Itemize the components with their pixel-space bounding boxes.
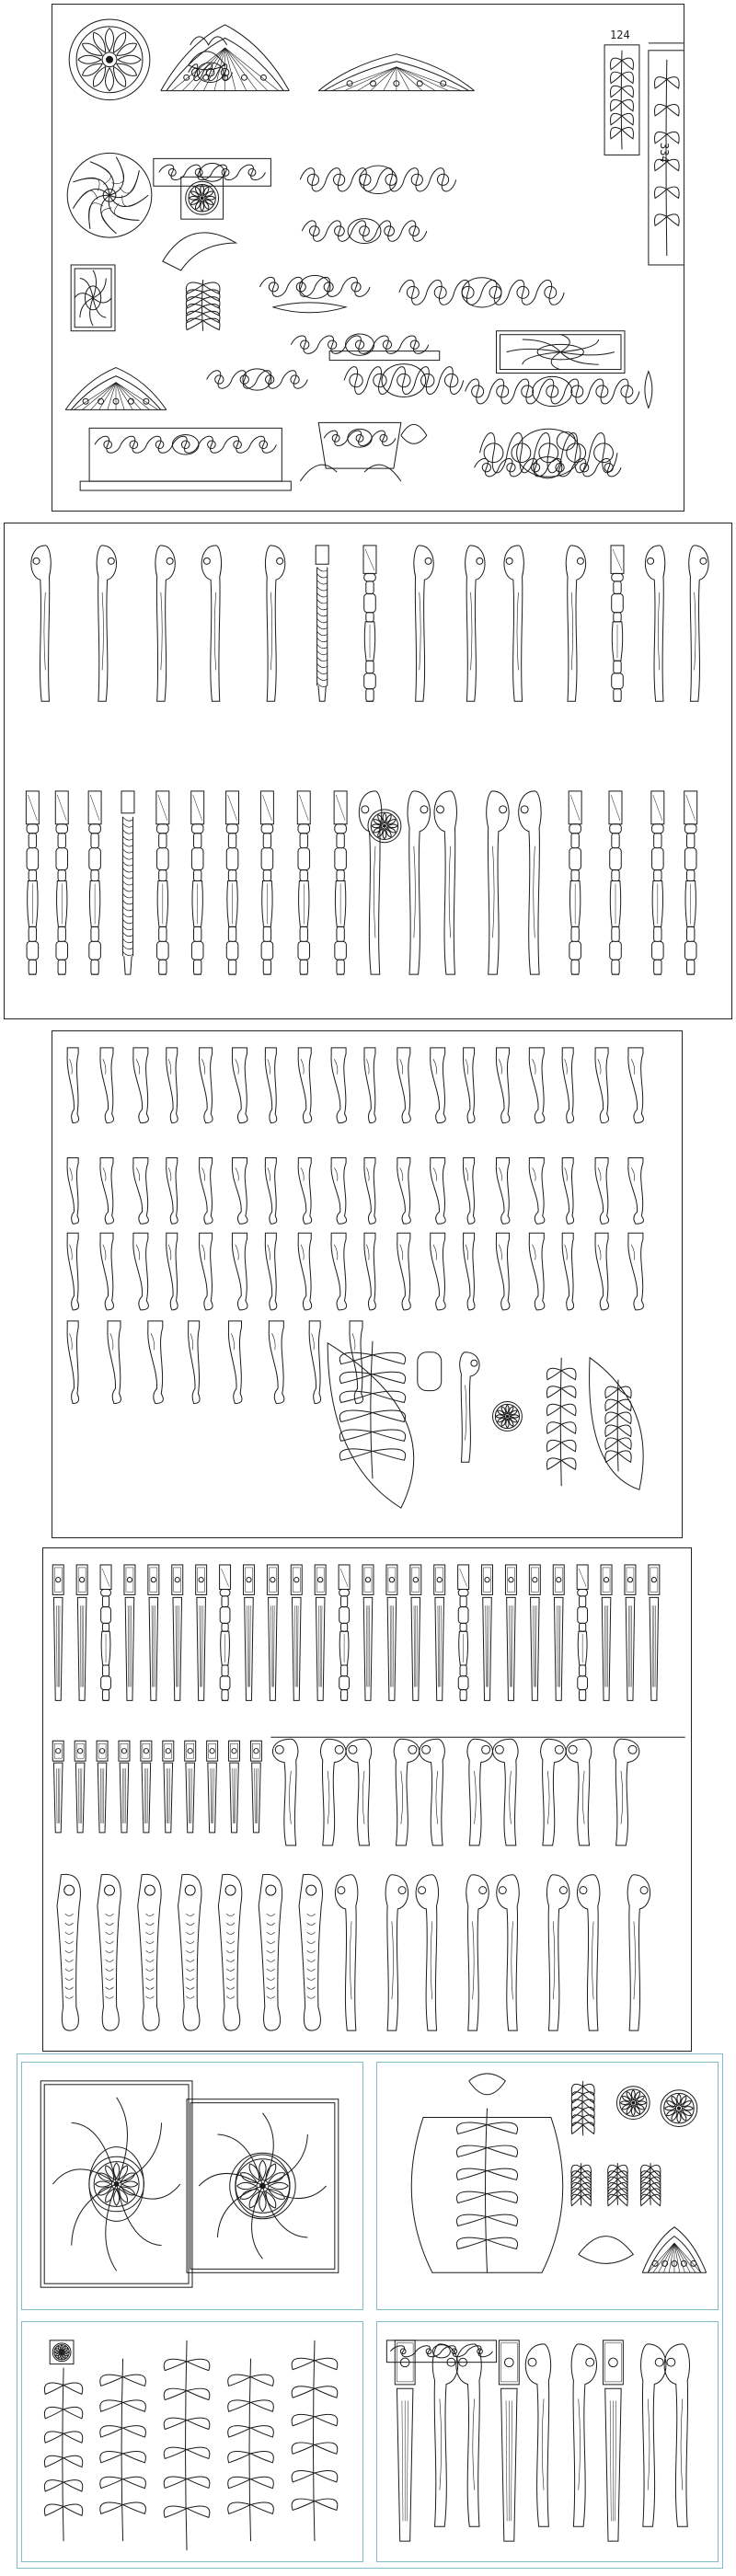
scroll-leg-top-4: [265, 546, 284, 701]
cabriole-leg-r2-10: [397, 1233, 411, 1310]
cabriole-leg-r3-6: [309, 1321, 320, 1404]
long-carved-panel: [496, 331, 624, 374]
cabriole-leg-r2-14: [529, 1233, 545, 1310]
cabriole-leg-r1-6: [265, 1158, 276, 1225]
scroll-leg-mid-0: [272, 1739, 297, 1846]
column-leg-top-16: [434, 1565, 445, 1700]
column-leg-top-4: [148, 1565, 159, 1700]
scroll-leg-top-8: [466, 546, 485, 701]
short-leg-6: [185, 1741, 196, 1833]
cabriole-leg-r3-5: [269, 1321, 284, 1404]
cabriole-leg-r0-4: [200, 1048, 213, 1123]
short-leg-0: [52, 1741, 63, 1833]
cabriole-leg-r0-17: [628, 1048, 644, 1123]
column-leg-top-10: [291, 1565, 302, 1700]
turned-legs-drawing: [5, 523, 731, 1018]
short-leg-9: [250, 1741, 261, 1833]
turned-leg-top-11: [611, 546, 624, 701]
turned-leg-bottom-9: [334, 791, 347, 974]
cabriole-leg-r1-16: [595, 1158, 609, 1225]
panel-corbel-carvings: [376, 2321, 719, 2562]
carved-legs-drawing: [43, 1548, 691, 2051]
rosette-ornament: [69, 19, 150, 100]
turned-leg-bottom-5: [191, 791, 204, 974]
column-leg-top-21: [553, 1565, 564, 1700]
turned-legs-sheet: [4, 523, 732, 1019]
leaf-spray-c: [228, 2359, 274, 2541]
cabriole-leg-r1-1: [100, 1158, 114, 1225]
scroll-leg-top-13: [689, 546, 708, 701]
short-leg-4: [141, 1741, 152, 1833]
short-leg-5: [163, 1741, 174, 1833]
carved-scroll-leg-9: [416, 1875, 438, 2030]
cabriole-leg-r1-12: [464, 1158, 475, 1225]
crest-ornament-right: [318, 54, 474, 91]
cabriole-leg-r0-2: [133, 1048, 149, 1123]
scroll-leg-top-9: [504, 546, 523, 701]
turned-leg-bottom-15: [569, 791, 581, 974]
cabriole-leg-r3-3: [189, 1321, 200, 1404]
short-leg-7: [207, 1741, 218, 1833]
scroll-leg-mid-4: [420, 1739, 444, 1846]
column-leg-top-19: [505, 1565, 516, 1700]
cabriole-leg-r0-5: [232, 1048, 247, 1123]
corbel-scroll-5: [571, 2344, 596, 2526]
scroll-carvings-drawing: [377, 2063, 718, 2309]
cabriole-leg-r1-15: [562, 1158, 573, 1225]
leaf-carvings-drawing: [22, 2322, 362, 2561]
cabriole-leg-r2-4: [200, 1233, 213, 1310]
corbel-column-0: [395, 2340, 415, 2541]
cabriole-leg-r0-6: [265, 1048, 276, 1123]
cabriole-leg-r2-6: [265, 1233, 276, 1310]
ornaments-drawing: [52, 5, 684, 511]
column-leg-top-2: [100, 1565, 111, 1700]
carved-scroll-leg-11: [497, 1875, 519, 2030]
animal-leg-4: [218, 1874, 241, 2030]
cabriole-leg-r1-9: [364, 1158, 375, 1225]
cabriole-leg-r0-7: [298, 1048, 312, 1123]
column-leg-top-22: [577, 1565, 588, 1700]
cabriole-leg-r2-2: [133, 1233, 149, 1310]
cabriole-leg-r0-10: [397, 1048, 411, 1123]
carved-scroll-leg-12: [546, 1875, 569, 2030]
cabriole-leg-r1-10: [397, 1158, 411, 1225]
column-leg-top-11: [315, 1565, 326, 1700]
cabriole-leg-r0-13: [496, 1048, 510, 1123]
column-leg-top-24: [625, 1565, 636, 1700]
column-leg-top-18: [482, 1565, 493, 1700]
column-leg-top-15: [410, 1565, 421, 1700]
scroll-leg-bottom-13: [487, 791, 509, 974]
corbel-scroll-7: [641, 2344, 666, 2526]
cabriole-leg-r0-11: [431, 1048, 446, 1123]
turned-leg-bottom-0: [26, 791, 39, 974]
leaf-spray-a: [100, 2359, 146, 2541]
animal-leg-2: [138, 1874, 161, 2030]
urn-crest: [469, 2074, 506, 2095]
scroll-leg-bottom-14: [519, 791, 541, 974]
carved-square-rosette: [230, 2153, 295, 2218]
cabriole-leg-r2-9: [364, 1233, 375, 1310]
lotus-ornament: [401, 424, 427, 443]
leaf-spray-ornament: [186, 280, 220, 331]
acanthus-leg: [546, 1358, 576, 1486]
animal-leg-6: [299, 1874, 322, 2030]
column-leg-top-7: [220, 1565, 231, 1700]
cabriole-legs-sheet: [52, 1030, 683, 1538]
round-rosette: [661, 2090, 697, 2127]
scroll-leg-top-2: [155, 546, 175, 701]
carved-scroll-leg-13: [577, 1875, 599, 2030]
short-leg-8: [229, 1741, 240, 1833]
urn-finial: [418, 1352, 442, 1391]
corbel-cornice-frieze: [390, 2345, 492, 2358]
column-leg-top-9: [267, 1565, 278, 1700]
corbel-scroll-2: [456, 2344, 481, 2526]
scroll-leg-top-0: [31, 546, 51, 701]
vine-ornament: [272, 303, 346, 313]
scroll-leg-top-10: [566, 546, 585, 701]
carved-legs-sheet: [42, 1547, 692, 2052]
turned-leg-top-6: [363, 546, 376, 701]
scroll-bracket-rosette: [368, 810, 401, 843]
panel-leaf-carvings: [21, 2321, 363, 2562]
dimension-side-height: 334: [658, 143, 671, 163]
corbel-scroll-8: [664, 2344, 689, 2526]
panel-rectangular-carvings: [21, 2062, 363, 2310]
short-leg-3: [119, 1741, 130, 1833]
right-scroll-band: [399, 278, 564, 307]
dragon-head: [616, 2087, 650, 2120]
cabriole-leg-r1-0: [67, 1158, 78, 1225]
cabriole-leg-r3-4: [228, 1321, 242, 1404]
cabriole-leg-r2-0: [67, 1233, 78, 1310]
scroll-leg-mid-8: [566, 1739, 591, 1846]
rectangular-carvings-drawing: [22, 2063, 362, 2309]
short-leg-2: [97, 1741, 108, 1833]
scroll-leg-mid-3: [394, 1739, 419, 1846]
animal-leg-3: [178, 1874, 201, 2030]
leaf-spray-b: [164, 2340, 210, 2550]
cabriole-leg-r1-13: [496, 1158, 510, 1225]
spiral-leg-bottom-3: [121, 791, 134, 974]
fan-palmette: [642, 2227, 706, 2273]
cabriole-leg-r2-15: [562, 1233, 573, 1310]
cabriole-leg-r2-1: [100, 1233, 114, 1310]
column-leg-top-0: [52, 1565, 63, 1700]
cabriole-leg-r2-12: [464, 1233, 475, 1310]
turned-leg-bottom-7: [260, 791, 273, 974]
scroll-leg-bottom-11: [408, 791, 430, 974]
scroll-leg-mid-9: [614, 1739, 638, 1846]
cabriole-leg-r0-9: [364, 1048, 375, 1123]
column-leg-top-23: [601, 1565, 612, 1700]
console-base-frieze: [95, 435, 276, 455]
cabriole-leg-r0-8: [331, 1048, 347, 1123]
column-leg-top-8: [243, 1565, 254, 1700]
acanthus-leaf-b: [571, 2163, 592, 2205]
small-scroll-ornament: [189, 63, 233, 83]
stand-frieze: [324, 429, 396, 447]
stand-claws: [300, 465, 401, 481]
corbel-carvings-drawing: [377, 2322, 718, 2561]
scroll-frieze-right: [466, 376, 639, 406]
urn-bracket-leaves: [456, 2109, 517, 2273]
frieze-band-b: [344, 364, 464, 397]
shell-leg-outline: [590, 1358, 644, 1489]
swirl-disc-ornament: [67, 153, 152, 237]
cabriole-leg-r2-5: [232, 1233, 247, 1310]
scroll-leg-top-1: [97, 546, 116, 701]
cabriole-leg-r1-17: [628, 1158, 644, 1225]
column-leg-top-13: [362, 1565, 374, 1700]
scroll-leg-mid-2: [346, 1739, 371, 1846]
cabriole-leg-r0-12: [464, 1048, 475, 1123]
column-leg-top-12: [339, 1565, 350, 1700]
carved-panels-sheet: [17, 2053, 723, 2569]
cabriole-leg-r2-7: [298, 1233, 312, 1310]
cabriole-leg-r0-15: [562, 1048, 573, 1123]
turned-leg-bottom-6: [226, 791, 239, 974]
cabriole-leg-r0-1: [100, 1048, 114, 1123]
cabriole-leg-r1-11: [431, 1158, 446, 1225]
urn-bracket: [411, 2118, 562, 2273]
griffin-carving: [339, 1341, 405, 1478]
animal-leg-0: [57, 1874, 80, 2030]
cabriole-leg-r3-0: [67, 1321, 78, 1404]
cabriole-leg-r1-5: [232, 1158, 247, 1225]
cabriole-leg-r1-14: [529, 1158, 545, 1225]
column-leg-top-1: [76, 1565, 87, 1700]
pendant-ornament: [645, 372, 652, 408]
column-leg-top-5: [172, 1565, 183, 1700]
mid-scroll-band: [302, 219, 427, 244]
console-base-plinth: [80, 481, 291, 490]
cabriole-leg-r2-11: [431, 1233, 446, 1310]
column-panel-small-leaves: [611, 51, 634, 150]
column-leg-top-14: [386, 1565, 397, 1700]
turned-leg-bottom-16: [609, 791, 622, 974]
cabriole-leg-r0-14: [529, 1048, 545, 1123]
feather-leaf: [163, 233, 236, 270]
cabriole-leg-r2-17: [628, 1233, 644, 1310]
turned-leg-bottom-18: [684, 791, 697, 974]
cabriole-leg-r0-0: [67, 1048, 78, 1123]
corbel-column-6: [604, 2340, 624, 2541]
acanthus-leaf-d: [640, 2163, 661, 2205]
animal-leg-1: [98, 1874, 121, 2030]
acanthus-leaf-a: [571, 2081, 594, 2136]
turned-leg-bottom-8: [297, 791, 310, 974]
corbel-scroll-4: [525, 2344, 550, 2526]
cabriole-leg-r2-3: [167, 1233, 178, 1310]
frieze-band-a: [291, 334, 428, 355]
cabriole-leg-r2-13: [496, 1233, 510, 1310]
crest-leaf: [190, 37, 227, 45]
scroll-leg-top-3: [201, 546, 221, 701]
cartouche-ornament: [480, 429, 617, 477]
cabriole-leg-r2-8: [331, 1233, 347, 1310]
bottom-left-scroll: [207, 369, 308, 390]
cabriole-leg-r3-1: [108, 1321, 121, 1404]
column-leg-top-20: [529, 1565, 540, 1700]
cabriole-leg-r0-3: [167, 1048, 178, 1123]
scroll-leg-mid-5: [467, 1739, 492, 1846]
animal-leg-5: [259, 1874, 282, 2030]
spiral-leg-top-5: [316, 546, 328, 701]
column-leg-top-17: [458, 1565, 469, 1700]
carved-scroll-leg-14: [627, 1875, 650, 2030]
ornaments-sheet: [52, 4, 684, 512]
cabriole-leg-r1-2: [133, 1158, 149, 1225]
scroll-leg-top-12: [645, 546, 664, 701]
small-crest: [65, 368, 167, 410]
dimension-top-width: 124: [610, 29, 630, 41]
turned-leg-bottom-2: [88, 791, 101, 974]
cabriole-legs-drawing: [52, 1031, 682, 1537]
scroll-leg-top-7: [414, 546, 433, 701]
small-animal-foot: [460, 1352, 479, 1463]
leaf-spray-d: [292, 2340, 338, 2541]
carved-plaque: [71, 265, 115, 331]
short-leg-1: [75, 1741, 86, 1833]
acanthus-leaf-c: [608, 2163, 628, 2205]
cabriole-leg-r0-16: [595, 1048, 609, 1123]
scroll-leg-bottom-12: [434, 791, 456, 974]
cabriole-leg-r2-16: [595, 1233, 609, 1310]
cabriole-leg-r1-4: [200, 1158, 213, 1225]
cabriole-leg-r1-7: [298, 1158, 312, 1225]
corbel-frieze: [159, 163, 266, 181]
panel-scroll-carvings: [376, 2062, 719, 2310]
column-leg-top-3: [124, 1565, 135, 1700]
turned-leg-bottom-17: [651, 791, 664, 974]
carved-scroll-leg-7: [335, 1875, 357, 2030]
cabriole-leg-r3-2: [148, 1321, 164, 1404]
column-leg-top-6: [196, 1565, 207, 1700]
corbel-scroll-1: [432, 2344, 457, 2526]
carved-scroll-leg-8: [385, 1875, 408, 2030]
shell-leg-carving: [605, 1380, 631, 1472]
lower-scroll-band: [259, 275, 370, 298]
scroll-leg-mid-6: [493, 1739, 518, 1846]
cabriole-leg-r1-3: [167, 1158, 178, 1225]
scroll-leg-mid-1: [321, 1739, 346, 1846]
corbel-column-3: [499, 2340, 519, 2541]
acanthus-corbel: [579, 2237, 634, 2264]
scroll-leg-mid-7: [541, 1739, 566, 1846]
carved-door-rosette: [89, 2156, 144, 2212]
fleur-pendant: [44, 2368, 82, 2542]
carved-scroll-leg-10: [466, 1875, 489, 2030]
small-rosette: [52, 2343, 71, 2362]
column-leg-top-25: [649, 1565, 660, 1700]
turned-leg-bottom-4: [156, 791, 169, 974]
griffin-head: [493, 1402, 523, 1432]
turned-leg-bottom-1: [55, 791, 68, 974]
cabriole-leg-r1-8: [331, 1158, 347, 1225]
long-scroll-band: [300, 166, 455, 193]
